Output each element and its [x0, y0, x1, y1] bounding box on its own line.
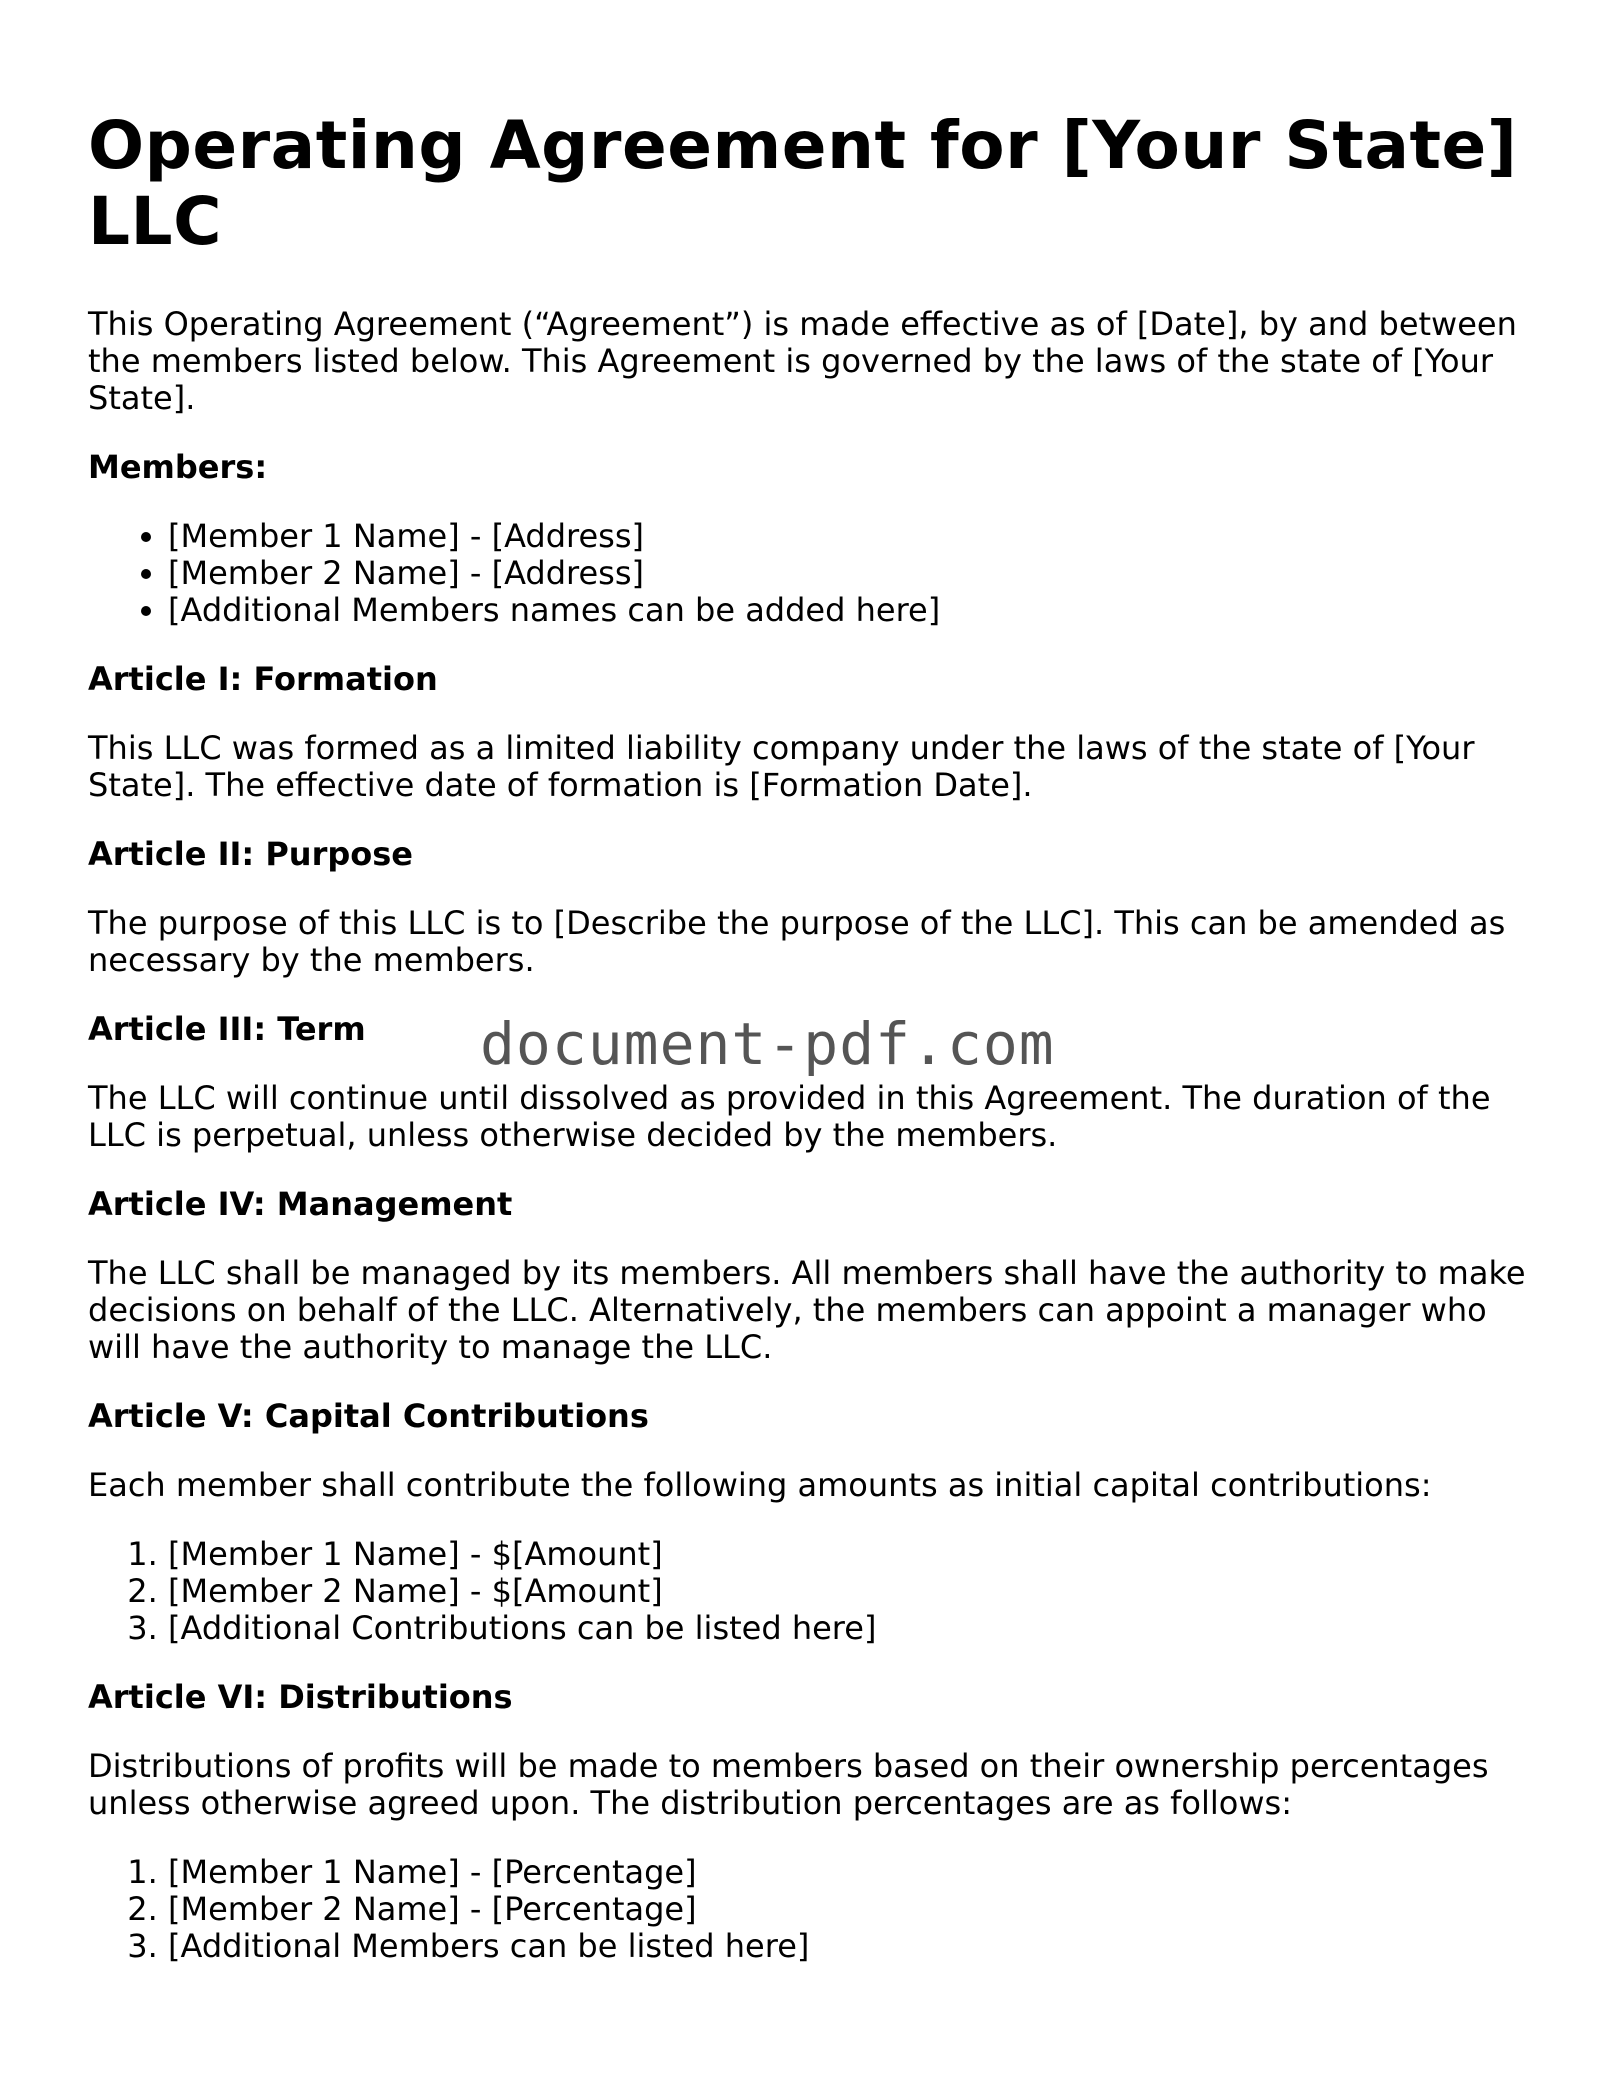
list-item: 3. [Additional Contributions can be listed here]	[168, 1610, 1528, 1647]
document-title: Operating Agreement for [Your State] LLC	[88, 107, 1518, 260]
members-list	[88, 518, 1528, 629]
list-item: 2. [Member 2 Name] - [Percentage]	[168, 1891, 1528, 1928]
list-item: 1. [Member 1 Name] - $[Amount]	[168, 1536, 1528, 1573]
article-6-heading: Article VI: Distributions	[88, 1678, 513, 1716]
article-1-heading: Article I: Formation	[88, 660, 438, 698]
article-4-heading: Article IV: Management	[88, 1185, 513, 1223]
list-item: 1. [Member 1 Name] - [Percentage]	[168, 1854, 1528, 1891]
intro-paragraph: This Operating Agreement (“Agreement”) is made effective as of [Date], by and between the members listed below. This Agreement is governed by the laws of the state of [Your State].	[88, 305, 1517, 417]
article-6-text: Distributions of profits will be made to members based on their ownership percentages unless otherwise agreed upon. The distribution percentages are as follows:	[88, 1747, 1489, 1822]
members-heading: Members:	[88, 448, 268, 486]
list-item: • [Member 2 Name] - [Address]	[168, 555, 1528, 592]
article-5-text: Each member shall contribute the following amounts as initial capital contributions:	[88, 1466, 1432, 1504]
contributions-list	[88, 1536, 1528, 1647]
article-4-text: The LLC shall be managed by its members. All members shall have the authority to make decisions on behalf of the LLC. Alternatively, the members can appoint a manager who will have the authority to manage the LLC.	[88, 1254, 1526, 1366]
article-2-text: The purpose of this LLC is to [Describe the purpose of the LLC]. This can be amended as necessary by the members.	[88, 904, 1506, 979]
list-item: 2. [Member 2 Name] - $[Amount]	[168, 1573, 1528, 1610]
list-item: 3. [Additional Members can be listed here]	[168, 1928, 1528, 1965]
article-3-text: The LLC will continue until dissolved as provided in this Agreement. The duration of the LLC is perpetual, unless otherwise decided by the members.	[88, 1079, 1491, 1154]
distributions-list	[88, 1854, 1528, 1965]
list-item: • [Additional Members names can be added here]	[168, 592, 1528, 629]
watermark-text: document-pdf.com	[480, 1010, 1055, 1078]
list-item: • [Member 1 Name] - [Address]	[168, 518, 1528, 555]
article-5-heading: Article V: Capital Contributions	[88, 1397, 649, 1435]
article-2-heading: Article II: Purpose	[88, 835, 413, 873]
article-3-heading: Article III: Term	[88, 1010, 366, 1048]
article-1-text: This LLC was formed as a limited liability company under the laws of the state of [Your State]. The effective date of formation is [Formation Date].	[88, 729, 1475, 804]
